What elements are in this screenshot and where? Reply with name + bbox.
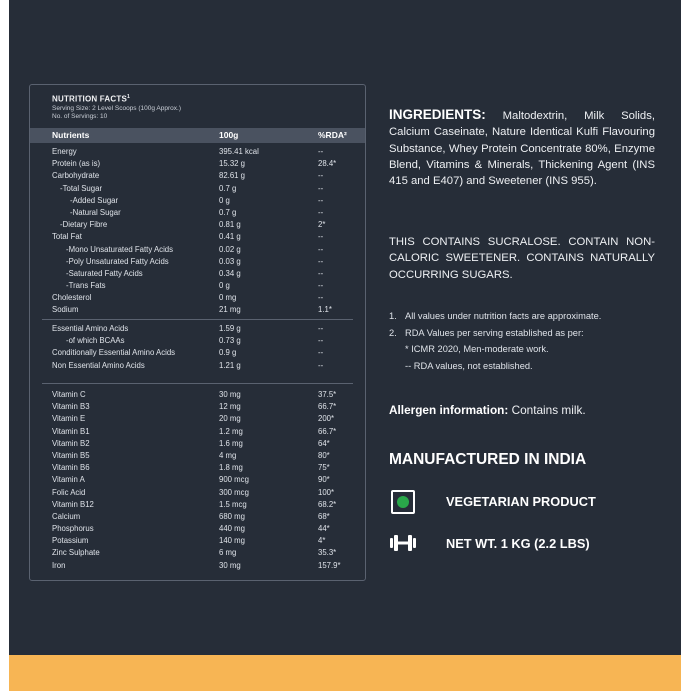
nutrient-amount: 0.81 g — [219, 220, 241, 230]
nutrient-rda: 75* — [318, 463, 330, 473]
nutrient-name: Protein (as is) — [52, 159, 101, 169]
nutrient-rda: -- — [318, 207, 324, 217]
nutrient-rda: 4* — [318, 536, 326, 546]
servings-count: No. of Servings: 10 — [52, 113, 108, 120]
nutrient-row — [30, 335, 365, 347]
nutrient-name: Iron — [52, 560, 66, 570]
nutrient-row — [30, 426, 365, 438]
serving-size: Serving Size: 2 Level Scoops (100g Approx.) — [52, 105, 181, 112]
header-100g: 100g — [219, 130, 239, 140]
nutrient-name: Vitamin C — [52, 390, 86, 399]
nutrient-amount: 395.41 kcal — [219, 147, 259, 156]
nutrient-rda: -- — [318, 195, 324, 205]
nutrient-rda: 200* — [318, 414, 335, 424]
nutrient-rda: 44* — [318, 524, 330, 534]
nutrient-name: -Poly Unsaturated Fatty Acids — [66, 256, 169, 266]
nutrient-row — [30, 323, 365, 335]
contains-statement: THIS CONTAINS SUCRALOSE. CONTAIN NON-CALORIC SWEETENER. CONTAINS NATURALLY OCCURRING SUGARS. — [389, 236, 655, 281]
nutrient-rda: 66.7* — [318, 426, 337, 436]
nutrient-row — [30, 304, 365, 316]
nutrient-row — [30, 280, 365, 292]
nutrient-name: Vitamin A — [52, 475, 85, 485]
bottom-stripe — [9, 655, 681, 691]
nutrient-amount: 1.21 g — [219, 360, 241, 370]
nutrient-row — [30, 292, 365, 304]
nutrient-amount: 0.41 g — [219, 232, 241, 242]
nutrient-rda: 66.7* — [318, 402, 337, 412]
nutrient-amount: 12 mg — [219, 402, 241, 412]
nutrient-amount: 0.34 g — [219, 268, 241, 278]
nutrient-rda: -- — [318, 336, 324, 346]
nutrient-name: -of which BCAAs — [66, 336, 125, 346]
nutrient-amount: 680 mg — [219, 511, 246, 521]
footnote: 2. RDA Values per serving established as per: — [389, 327, 584, 338]
nutrient-amount: 0.03 g — [219, 256, 241, 266]
nutrient-name: Vitamin B5 — [52, 450, 90, 460]
nutrient-rda: -- — [318, 171, 324, 181]
nutrient-row — [30, 462, 365, 474]
header-nutrients: Nutrients — [52, 130, 90, 140]
nutrient-name: Cholesterol — [52, 293, 92, 303]
nutrient-amount: 1.6 mg — [219, 438, 243, 448]
nutrient-row — [30, 158, 365, 170]
nutrient-row — [30, 413, 365, 425]
nutrient-row — [30, 401, 365, 413]
nutrient-name: Vitamin E — [52, 414, 86, 424]
net-weight: NET WT. 1 KG (2.2 LBS) — [446, 536, 590, 551]
nutrient-row — [30, 474, 365, 486]
footnotes — [389, 311, 655, 377]
nutrient-rda: 64* — [318, 438, 330, 448]
nutrient-name: -Dietary Fibre — [60, 220, 108, 230]
manufactured-in: MANUFACTURED IN INDIA — [389, 451, 587, 468]
nutrient-rda: -- — [318, 348, 324, 358]
nutrient-row — [30, 438, 365, 450]
footnote: 1. All values under nutrition facts are approximate. — [389, 311, 602, 321]
ingredients-text: Maltodextrin, Milk Solids, Calcium Caseinate, Nature Identical Kulfi Flavouring Substance, Whey Protein Concentrate 80%, Enzyme Blend, Vitamins & Minerals, Thickening Agent (INS 415 and E407) and Sweetener (INS 955). — [389, 110, 655, 188]
nutrient-amount: 300 mcg — [219, 487, 249, 497]
nutrient-row — [30, 183, 365, 195]
nutrient-row — [30, 547, 365, 559]
nutrient-name: -Added Sugar — [70, 195, 119, 205]
nutrition-table-header — [30, 128, 365, 143]
nutrient-row — [30, 256, 365, 268]
nutrient-row — [30, 360, 365, 372]
nutrient-name: Calcium — [52, 511, 81, 521]
nutrient-row — [30, 450, 365, 462]
nutrient-amount: 6 mg — [219, 548, 237, 558]
nutrient-name: Vitamin B12 — [52, 499, 94, 509]
nutrient-group-macros — [30, 146, 365, 317]
nutrient-amount: 900 mcg — [219, 475, 249, 485]
nutrient-row — [30, 347, 365, 359]
ingredients-heading: INGREDIENTS: — [389, 107, 486, 122]
nutrient-amount: 440 mg — [219, 524, 246, 534]
nutrient-amount: 30 mg — [219, 390, 241, 399]
nutrient-amount: 20 mg — [219, 414, 241, 424]
nutrient-amount: 140 mg — [219, 536, 246, 546]
nutrient-rda: -- — [318, 147, 324, 156]
nutrient-rda: -- — [318, 232, 324, 242]
nutrient-rda: 37.5* — [318, 390, 337, 399]
nutrient-rda: 80* — [318, 450, 330, 460]
nutrient-rda: 35.3* — [318, 548, 337, 558]
nutrient-name: Non Essential Amino Acids — [52, 360, 145, 370]
nutrient-amount: 1.8 mg — [219, 463, 243, 473]
table-divider — [42, 319, 353, 320]
ingredients-block — [389, 107, 655, 189]
nutrient-row — [30, 535, 365, 547]
nutrient-row — [30, 170, 365, 182]
nutrient-row — [30, 389, 365, 401]
nutrient-row — [30, 487, 365, 499]
nutrient-row — [30, 523, 365, 535]
nutrient-name: Phosphorus — [52, 524, 94, 534]
nutrient-name: Essential Amino Acids — [52, 324, 129, 333]
nutrient-group-amino-acids — [30, 323, 365, 372]
nutrient-name: Vitamin B2 — [52, 438, 90, 448]
nutrient-name: Sodium — [52, 305, 79, 315]
dumbbell-icon — [389, 533, 417, 553]
nutrient-rda: -- — [318, 183, 324, 193]
nutrient-name: -Mono Unsaturated Fatty Acids — [66, 244, 174, 254]
nutrient-rda: -- — [318, 324, 324, 333]
nutrient-amount: 0.02 g — [219, 244, 241, 254]
allergen-label: Allergen information: — [389, 403, 509, 417]
allergen-text: Contains milk. — [508, 403, 586, 417]
nutrient-amount: 0.9 g — [219, 348, 237, 358]
nutrient-row — [30, 499, 365, 511]
nutrient-amount: 0 g — [219, 281, 230, 291]
nutrient-rda: 68* — [318, 511, 330, 521]
nutrient-row — [30, 146, 365, 158]
nutrient-rda: -- — [318, 360, 324, 370]
nutrient-rda: -- — [318, 293, 324, 303]
nutrient-rda: 28.4* — [318, 159, 337, 169]
nutrient-amount: 0.73 g — [219, 336, 241, 346]
nutrient-name: Zinc Sulphate — [52, 548, 100, 558]
nutrient-amount: 15.32 g — [219, 159, 246, 169]
table-divider — [42, 383, 353, 384]
nutrient-name: Vitamin B3 — [52, 402, 90, 412]
nutrient-amount: 82.61 g — [219, 171, 246, 181]
nutrient-row — [30, 219, 365, 231]
nutrient-amount: 0.7 g — [219, 183, 237, 193]
nutrient-amount: 0 g — [219, 195, 230, 205]
nutrient-name: Carbohydrate — [52, 171, 100, 181]
nutrient-row — [30, 511, 365, 523]
nutrient-row — [30, 244, 365, 256]
nutrient-row — [30, 195, 365, 207]
veg-dot — [397, 496, 409, 508]
nutrient-row — [30, 231, 365, 243]
nutrient-rda: 157.9* — [318, 560, 341, 570]
nutrient-rda: -- — [318, 256, 324, 266]
nutrient-rda: -- — [318, 268, 324, 278]
nutrient-rda: -- — [318, 281, 324, 291]
footnote: -- RDA values, not established. — [405, 360, 533, 371]
nutrient-rda: 1.1* — [318, 305, 332, 315]
nutrient-amount: 0 mg — [219, 293, 237, 303]
nutrient-name: Total Fat — [52, 232, 82, 242]
nutrient-amount: 1.5 mcg — [219, 499, 247, 509]
nutrient-row — [30, 207, 365, 219]
nutrient-row — [30, 268, 365, 280]
vegetarian-label: VEGETARIAN PRODUCT — [446, 494, 596, 509]
nutrient-name: -Total Sugar — [60, 183, 103, 193]
footnote: * ICMR 2020, Men-moderate work. — [405, 344, 549, 354]
nutrient-rda: 2* — [318, 220, 326, 230]
nutrition-facts-box — [29, 84, 366, 581]
nutrient-name: Energy — [52, 147, 77, 156]
header-rda: %RDA² — [318, 130, 347, 140]
nutrient-amount: 1.59 g — [219, 324, 241, 333]
nutrient-amount: 30 mg — [219, 560, 241, 570]
nutrient-name: Folic Acid — [52, 487, 86, 497]
allergen-information — [389, 403, 655, 417]
nutrient-name: -Saturated Fatty Acids — [66, 268, 143, 278]
nutrient-rda: 68.2* — [318, 499, 337, 509]
nutrient-name: -Trans Fats — [66, 281, 106, 291]
nutrient-name: Vitamin B6 — [52, 463, 90, 473]
nutrient-amount: 1.2 mg — [219, 426, 243, 436]
vegetarian-mark-icon — [391, 490, 415, 514]
nutrient-name: Vitamin B1 — [52, 426, 90, 436]
nutrient-group-micros — [30, 389, 365, 572]
nutrient-rda: -- — [318, 244, 324, 254]
nutrient-name: Potassium — [52, 536, 89, 546]
nutrient-name: -Natural Sugar — [70, 207, 121, 217]
nutrient-amount: 21 mg — [219, 305, 241, 315]
nutrient-amount: 4 mg — [219, 450, 237, 460]
nutrient-rda: 90* — [318, 475, 330, 485]
nutrient-name: Conditionally Essential Amino Acids — [52, 348, 176, 358]
nutrient-row — [30, 560, 365, 572]
nutrient-rda: 100* — [318, 487, 335, 497]
nutrient-amount: 0.7 g — [219, 207, 237, 217]
nutrition-title: NUTRITION FACTS$^1$ — [52, 94, 130, 104]
